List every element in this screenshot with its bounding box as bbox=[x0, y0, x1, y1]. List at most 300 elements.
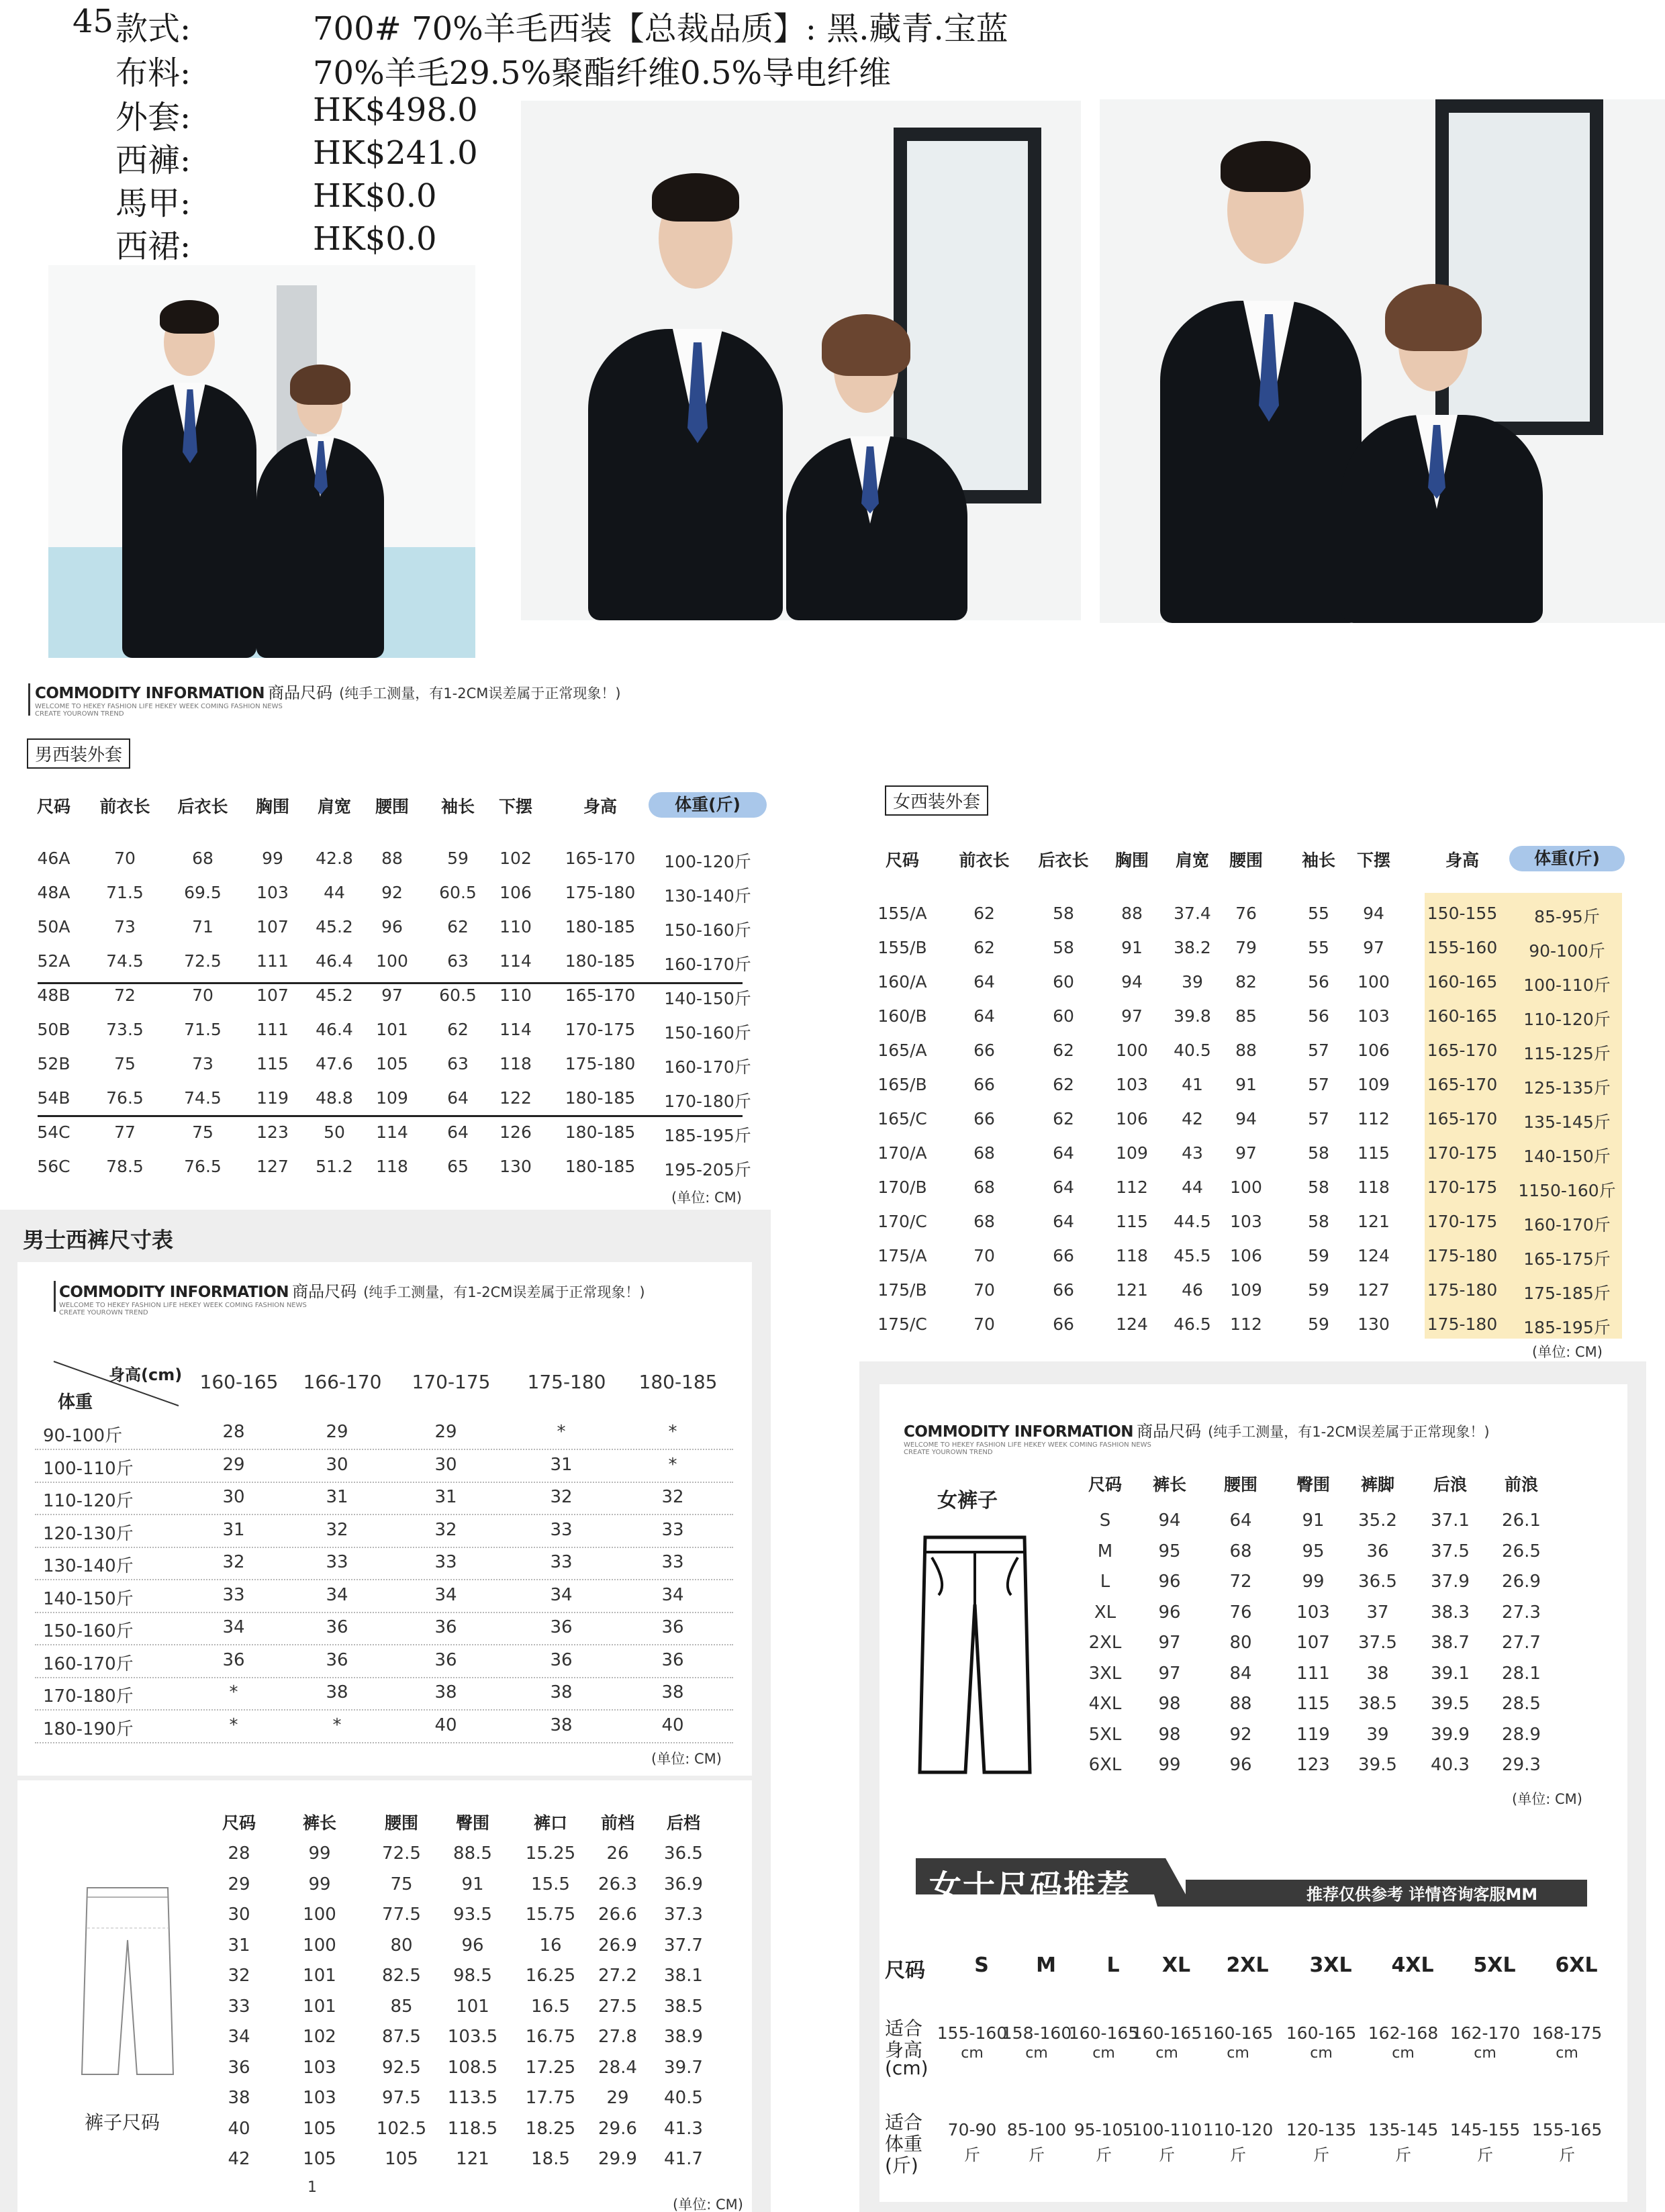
table-cell: 60 bbox=[1053, 972, 1074, 992]
table-cell: 29 bbox=[434, 1422, 457, 1442]
table-cell: 112 bbox=[1116, 1177, 1148, 1197]
table-cell: 165-170 bbox=[565, 985, 636, 1005]
table-cell: 165-170 bbox=[1427, 1041, 1498, 1060]
table-cell: 87.5 bbox=[382, 2027, 421, 2047]
men-pants-title: 男士西裤尺寸表 bbox=[23, 1227, 174, 1253]
commodity-note: (纯手工测量，有1-2CM误差属于正常现象！) bbox=[339, 685, 621, 702]
table-cell: 70 bbox=[114, 849, 136, 868]
column-header: 尺码 bbox=[1088, 1475, 1122, 1494]
height-value: 160-165 bbox=[1131, 2023, 1202, 2043]
table-cell: 82.5 bbox=[382, 1966, 421, 1986]
table-cell: 100-120斤 bbox=[664, 852, 751, 871]
commodity-en: COMMODITY INFORMATION bbox=[59, 1284, 289, 1301]
row-header-weight: 150-160斤 bbox=[43, 1621, 134, 1641]
table-cell: 29 bbox=[222, 1454, 245, 1475]
footnote: 1 bbox=[307, 2179, 317, 2196]
table-cell: 58 bbox=[1053, 938, 1074, 957]
table-cell: 121 bbox=[456, 2149, 489, 2169]
table-cell: 68 bbox=[973, 1177, 995, 1197]
weight-unit: 斤 bbox=[1477, 2146, 1493, 2164]
table-cell: 32 bbox=[326, 1519, 348, 1540]
table-cell: 103 bbox=[303, 2088, 336, 2108]
table-cell: 82 bbox=[1235, 972, 1257, 992]
height-value: 168-175 bbox=[1531, 2023, 1603, 2043]
height-unit: cm bbox=[1092, 2045, 1115, 2062]
table-cell: 109 bbox=[376, 1088, 408, 1108]
header-key: 外套: bbox=[115, 99, 191, 136]
table-cell: 99 bbox=[1302, 1572, 1325, 1592]
size-label: L bbox=[1106, 1954, 1120, 1977]
header-value: HK$0.0 bbox=[313, 220, 437, 258]
table-cell: 140-150斤 bbox=[664, 989, 751, 1008]
table-cell: 41.7 bbox=[664, 2149, 703, 2169]
table-cell: 60 bbox=[1053, 1006, 1074, 1026]
table-cell: XL bbox=[1094, 1602, 1116, 1623]
table-cell: 64 bbox=[1229, 1510, 1252, 1531]
table-cell: 94 bbox=[1121, 972, 1143, 992]
height-unit: cm bbox=[1556, 2045, 1578, 2062]
table-cell: 71 bbox=[192, 917, 213, 936]
unit-note: (单位: CM) bbox=[1532, 1344, 1603, 1360]
table-cell: 96 bbox=[461, 1935, 484, 1956]
table-cell: 28 bbox=[222, 1422, 245, 1442]
table-cell: 66 bbox=[973, 1041, 995, 1060]
table-cell: 107 bbox=[256, 985, 289, 1005]
table-cell: 97 bbox=[381, 985, 403, 1005]
size-label: 3XL bbox=[1309, 1954, 1352, 1977]
commodity-note: (纯手工测量，有1-2CM误差属于正常现象！) bbox=[1208, 1424, 1490, 1440]
table-cell: 64 bbox=[1053, 1212, 1074, 1231]
table-cell: 41.3 bbox=[664, 2118, 703, 2139]
table-cell: 60.5 bbox=[439, 985, 477, 1005]
column-header: 裤长 bbox=[1152, 1475, 1186, 1494]
table-cell: 16 bbox=[539, 1935, 562, 1956]
table-cell: 100 bbox=[376, 951, 408, 971]
table-cell: 68 bbox=[192, 849, 213, 868]
table-cell: 180-185 bbox=[565, 1122, 636, 1142]
table-cell: 88.5 bbox=[453, 1843, 492, 1864]
table-cell: 99 bbox=[262, 849, 283, 868]
table-cell: 62 bbox=[1053, 1075, 1074, 1094]
weight-value: 95-105 bbox=[1074, 2120, 1134, 2139]
table-cell: 91 bbox=[461, 1874, 484, 1894]
header-value: HK$241.0 bbox=[313, 134, 478, 172]
table-cell: 36 bbox=[326, 1649, 348, 1670]
height-unit: cm bbox=[961, 2045, 984, 2062]
table-cell: 31 bbox=[222, 1519, 245, 1540]
commodity-en: COMMODITY INFORMATION bbox=[35, 685, 265, 702]
table-cell: 130 bbox=[500, 1157, 532, 1176]
table-cell: 95 bbox=[1302, 1541, 1325, 1561]
table-cell: 44 bbox=[324, 883, 345, 902]
table-cell: 111 bbox=[256, 951, 289, 971]
table-cell: 47.6 bbox=[316, 1054, 353, 1073]
women-jacket-label: 女西装外套 bbox=[885, 785, 988, 816]
table-cell: 123 bbox=[1296, 1755, 1330, 1775]
table-cell: 99 bbox=[308, 1874, 331, 1894]
table-cell: 100 bbox=[1116, 1041, 1148, 1060]
column-header: 肩宽 bbox=[317, 797, 351, 816]
table-cell: 32 bbox=[550, 1487, 573, 1507]
weight-value: 110-120 bbox=[1202, 2120, 1274, 2139]
product-number: 45 bbox=[73, 3, 114, 40]
table-cell: 115 bbox=[1296, 1694, 1330, 1714]
table-cell: 29.9 bbox=[598, 2149, 637, 2169]
table-cell: 75 bbox=[192, 1122, 213, 1142]
table-cell: 45.5 bbox=[1174, 1246, 1211, 1265]
table-cell: 3XL bbox=[1088, 1663, 1122, 1684]
table-cell: 118.5 bbox=[447, 2118, 498, 2139]
table-cell: 111 bbox=[256, 1020, 289, 1039]
table-cell: 72 bbox=[114, 985, 136, 1005]
table-cell: 34 bbox=[550, 1584, 573, 1605]
weight-unit: 斤 bbox=[1559, 2146, 1575, 2164]
table-cell: 45.2 bbox=[316, 917, 353, 936]
column-header: 裤脚 bbox=[1360, 1475, 1394, 1494]
table-cell: 34 bbox=[326, 1584, 348, 1605]
table-cell: 122 bbox=[500, 1088, 532, 1108]
table-cell: 102 bbox=[500, 849, 532, 868]
table-cell: * bbox=[557, 1422, 566, 1442]
table-cell: 64 bbox=[973, 1006, 995, 1026]
table-cell: 56 bbox=[1308, 1006, 1329, 1026]
table-cell: 130-140斤 bbox=[664, 886, 751, 906]
table-cell: 70 bbox=[192, 985, 213, 1005]
size-label: 6XL bbox=[1555, 1954, 1598, 1977]
table-cell: 57 bbox=[1308, 1041, 1329, 1060]
table-cell: 70 bbox=[973, 1246, 995, 1265]
table-cell: 91 bbox=[1121, 938, 1143, 957]
table-cell: 96 bbox=[1229, 1755, 1252, 1775]
table-cell: 97 bbox=[1235, 1143, 1257, 1163]
corner-bottom-label: 体重 bbox=[58, 1392, 93, 1412]
table-cell: 127 bbox=[256, 1157, 289, 1176]
column-header: 尺码 bbox=[222, 1813, 256, 1833]
table-cell: 98 bbox=[1158, 1724, 1181, 1745]
table-cell: 37.9 bbox=[1431, 1572, 1470, 1592]
column-header: 腰围 bbox=[1223, 1475, 1257, 1494]
table-cell: 1150-160斤 bbox=[1518, 1181, 1616, 1200]
table-cell: 185-195斤 bbox=[1523, 1318, 1611, 1337]
table-cell: 107 bbox=[1296, 1633, 1330, 1653]
table-cell: 6XL bbox=[1088, 1755, 1122, 1775]
table-cell: 100-110斤 bbox=[1523, 975, 1611, 995]
table-cell: 84 bbox=[1229, 1663, 1252, 1684]
size-label: S bbox=[974, 1954, 989, 1977]
table-cell: 34 bbox=[434, 1584, 457, 1605]
table-cell: 44 bbox=[1182, 1177, 1203, 1197]
table-cell: 32 bbox=[661, 1487, 684, 1507]
table-cell: 38 bbox=[434, 1682, 457, 1702]
commodity-cn: 商品尺码 bbox=[268, 683, 333, 702]
table-cell: 170/B bbox=[877, 1177, 927, 1197]
table-cell: 108.5 bbox=[447, 2057, 498, 2078]
table-cell: 30 bbox=[228, 1905, 250, 1925]
table-cell: 26 bbox=[606, 1843, 629, 1864]
table-cell: 121 bbox=[1116, 1280, 1148, 1300]
table-cell: 76.5 bbox=[106, 1088, 144, 1108]
table-cell: 33 bbox=[434, 1552, 457, 1572]
table-cell: 75 bbox=[390, 1874, 413, 1894]
column-header: 后衣长 bbox=[177, 797, 228, 816]
table-cell: 180-185 bbox=[565, 1157, 636, 1176]
table-cell: 36.9 bbox=[664, 1874, 703, 1894]
table-cell: 27.5 bbox=[598, 1996, 637, 2017]
table-cell: 106 bbox=[1230, 1246, 1262, 1265]
table-cell: 46.4 bbox=[316, 1020, 353, 1039]
table-cell: 63 bbox=[447, 951, 469, 971]
table-cell: 66 bbox=[1053, 1314, 1074, 1334]
table-cell: 118 bbox=[1116, 1246, 1148, 1265]
table-cell: 29 bbox=[606, 2088, 629, 2108]
column-header: 后档 bbox=[666, 1813, 700, 1833]
table-cell: 72.5 bbox=[184, 951, 222, 971]
table-cell: 62 bbox=[447, 917, 469, 936]
men-jacket-label: 男西装外套 bbox=[27, 738, 130, 769]
weight-unit: 斤 bbox=[964, 2146, 980, 2164]
table-cell: 31 bbox=[550, 1454, 573, 1475]
table-cell: 40 bbox=[434, 1715, 457, 1735]
column-header: 后浪 bbox=[1433, 1475, 1467, 1494]
table-cell: 33 bbox=[550, 1552, 573, 1572]
header-key: 款式: bbox=[115, 10, 191, 48]
table-cell: 58 bbox=[1053, 904, 1074, 923]
table-cell: 109 bbox=[1358, 1075, 1390, 1094]
header-value: HK$0.0 bbox=[313, 177, 437, 215]
weight-unit: 斤 bbox=[1096, 2146, 1112, 2164]
table-cell: 57 bbox=[1308, 1109, 1329, 1128]
table-cell: 39 bbox=[1366, 1724, 1389, 1745]
column-header: 前衣长 bbox=[959, 851, 1010, 870]
column-header-weight: 体重(斤) bbox=[649, 792, 767, 818]
table-cell: 58 bbox=[1308, 1212, 1329, 1231]
table-cell: 52A bbox=[37, 951, 70, 971]
women-pants-label: 女裤子 bbox=[937, 1489, 998, 1512]
height-unit: cm bbox=[1310, 2045, 1333, 2062]
table-cell: 170-175 bbox=[1427, 1212, 1498, 1231]
table-cell: 31 bbox=[326, 1487, 348, 1507]
table-cell: 29.6 bbox=[598, 2118, 637, 2139]
table-cell: 80 bbox=[390, 1935, 413, 1956]
table-cell: 62 bbox=[447, 1020, 469, 1039]
table-cell: 76 bbox=[1229, 1602, 1252, 1623]
table-cell: 17.25 bbox=[525, 2057, 576, 2078]
table-cell: 97 bbox=[1363, 938, 1384, 957]
row-header-weight: 160-170斤 bbox=[43, 1653, 134, 1674]
table-cell: 103 bbox=[303, 2057, 336, 2078]
commodity-sub1: WELCOME TO HEKEY FASHION LIFE HEKEY WEEK COMING FASHION NEWS bbox=[59, 1302, 307, 1309]
column-header-height: 175-180 bbox=[527, 1371, 606, 1393]
table-cell: 170/A bbox=[877, 1143, 927, 1163]
table-cell: 165-170 bbox=[1427, 1109, 1498, 1128]
table-cell: 50 bbox=[324, 1122, 345, 1142]
column-header-height: 160-165 bbox=[199, 1371, 279, 1393]
table-cell: 28.5 bbox=[1502, 1694, 1541, 1714]
table-cell: 165-170 bbox=[1427, 1075, 1498, 1094]
table-cell: * bbox=[668, 1454, 677, 1475]
height-unit: cm bbox=[1025, 2045, 1048, 2062]
table-cell: 37.4 bbox=[1174, 904, 1211, 923]
table-cell: 37 bbox=[1366, 1602, 1389, 1623]
table-cell: 36 bbox=[434, 1649, 457, 1670]
weight-value: 120-135 bbox=[1286, 2120, 1357, 2139]
table-cell: 150-155 bbox=[1427, 904, 1498, 923]
table-cell: 54B bbox=[37, 1088, 70, 1108]
table-cell: 15.25 bbox=[525, 1843, 576, 1864]
table-cell: 42 bbox=[1182, 1109, 1203, 1128]
table-cell: 63 bbox=[447, 1054, 469, 1073]
table-cell: 170-180斤 bbox=[664, 1092, 751, 1111]
table-cell: 109 bbox=[1230, 1280, 1262, 1300]
table-cell: S bbox=[1099, 1510, 1111, 1531]
header-value: 700# 70%羊毛西装【总裁品质】: 黑.藏青.宝蓝 bbox=[313, 10, 1008, 48]
table-cell: 37.5 bbox=[1431, 1541, 1470, 1561]
column-header: 腰围 bbox=[375, 797, 409, 816]
table-cell: 33 bbox=[550, 1519, 573, 1540]
table-cell: 59 bbox=[1308, 1280, 1329, 1300]
table-cell: 100 bbox=[303, 1905, 336, 1925]
table-cell: 101 bbox=[303, 1966, 336, 1986]
column-header: 前浪 bbox=[1504, 1475, 1538, 1494]
height-unit: cm bbox=[1227, 2045, 1249, 2062]
commodity-cn: 商品尺码 bbox=[1137, 1422, 1202, 1441]
table-cell: 46 bbox=[1182, 1280, 1203, 1300]
table-cell: 26.9 bbox=[1502, 1572, 1541, 1592]
table-cell: 46.4 bbox=[316, 951, 353, 971]
table-cell: 103 bbox=[1358, 1006, 1390, 1026]
column-header: 身高 bbox=[1445, 851, 1479, 870]
table-cell: 58 bbox=[1308, 1177, 1329, 1197]
table-cell: 160-165 bbox=[1427, 972, 1498, 992]
table-cell: 66 bbox=[973, 1109, 995, 1128]
table-cell: 115-125斤 bbox=[1523, 1044, 1611, 1063]
table-cell: 175-180 bbox=[565, 883, 636, 902]
table-cell: 43 bbox=[1182, 1143, 1203, 1163]
column-header: 臀围 bbox=[455, 1813, 489, 1833]
table-cell: 38.5 bbox=[664, 1996, 703, 2017]
table-cell: 88 bbox=[1235, 1041, 1257, 1060]
table-cell: 79 bbox=[1235, 938, 1257, 957]
table-cell: 27.8 bbox=[598, 2027, 637, 2047]
table-cell: 29.3 bbox=[1502, 1755, 1541, 1775]
table-cell: 98.5 bbox=[453, 1966, 492, 1986]
table-cell: 175-180 bbox=[1427, 1280, 1498, 1300]
table-cell: 32 bbox=[228, 1966, 250, 1986]
table-cell: 26.1 bbox=[1502, 1510, 1541, 1531]
table-cell: 155-160 bbox=[1427, 938, 1498, 957]
table-cell: 70 bbox=[973, 1280, 995, 1300]
weight-unit: 斤 bbox=[1313, 2146, 1329, 2164]
column-header: 身高 bbox=[583, 797, 617, 816]
table-cell: 36 bbox=[222, 1649, 245, 1670]
table-cell: 42 bbox=[228, 2149, 250, 2169]
table-cell: 96 bbox=[381, 917, 403, 936]
table-cell: 64 bbox=[447, 1088, 469, 1108]
women-recommend-subtitle: 推荐仅供参考 详情咨询客服MM bbox=[1306, 1885, 1538, 1904]
column-header-height: 170-175 bbox=[412, 1371, 491, 1393]
table-cell: 66 bbox=[1053, 1246, 1074, 1265]
table-cell: 93.5 bbox=[453, 1905, 492, 1925]
table-cell: * bbox=[668, 1422, 677, 1442]
table-cell: 170-175 bbox=[565, 1020, 636, 1039]
height-value: 158-160 bbox=[1001, 2023, 1072, 2043]
table-cell: 170/C bbox=[877, 1212, 927, 1231]
table-cell: 38.2 bbox=[1174, 938, 1211, 957]
commodity-note: (纯手工测量，有1-2CM误差属于正常现象！) bbox=[363, 1284, 645, 1300]
table-cell: 92 bbox=[1229, 1724, 1252, 1745]
table-cell: 38 bbox=[550, 1715, 573, 1735]
table-cell: 33 bbox=[222, 1584, 245, 1605]
table-cell: 50A bbox=[37, 917, 70, 936]
table-cell: 35.2 bbox=[1358, 1510, 1397, 1531]
table-cell: 165-175斤 bbox=[1523, 1249, 1611, 1269]
table-cell: 165/A bbox=[877, 1041, 927, 1060]
table-cell: 18.25 bbox=[525, 2118, 576, 2139]
table-cell: 38.1 bbox=[664, 1966, 703, 1986]
column-header-height: 166-170 bbox=[303, 1371, 382, 1393]
table-cell: 50B bbox=[37, 1020, 70, 1039]
table-cell: 38.7 bbox=[1431, 1633, 1470, 1653]
table-cell: 160/A bbox=[877, 972, 927, 992]
men-pants-caption: 裤子尺码 bbox=[85, 2111, 160, 2133]
column-header: 尺码 bbox=[36, 797, 70, 816]
table-cell: 88 bbox=[381, 849, 403, 868]
table-cell: 59 bbox=[1308, 1314, 1329, 1334]
table-cell: 73 bbox=[114, 917, 136, 936]
table-cell: 111 bbox=[1296, 1663, 1330, 1684]
header-value: HK$498.0 bbox=[313, 91, 478, 129]
table-cell: 39.8 bbox=[1174, 1006, 1211, 1026]
row-header-weight: 180-190斤 bbox=[43, 1719, 134, 1739]
table-cell: 28.1 bbox=[1502, 1663, 1541, 1684]
table-cell: 101 bbox=[303, 1996, 336, 2017]
weight-value: 155-165 bbox=[1531, 2120, 1603, 2139]
table-cell: 160-165 bbox=[1427, 1006, 1498, 1026]
table-cell: 118 bbox=[1358, 1177, 1390, 1197]
table-cell: 37.3 bbox=[664, 1905, 703, 1925]
table-cell: 39.1 bbox=[1431, 1663, 1470, 1684]
table-cell: 92 bbox=[381, 883, 403, 902]
table-cell: 88 bbox=[1229, 1694, 1252, 1714]
table-cell: 105 bbox=[303, 2149, 336, 2169]
height-unit: cm bbox=[1474, 2045, 1496, 2062]
table-cell: 80 bbox=[1229, 1633, 1252, 1653]
table-cell: 99 bbox=[1158, 1755, 1181, 1775]
table-cell: 165-170 bbox=[565, 849, 636, 868]
column-header: 裤长 bbox=[302, 1813, 336, 1833]
table-cell: 28.4 bbox=[598, 2057, 637, 2078]
table-cell: 36.5 bbox=[664, 1843, 703, 1864]
table-cell: 140-150斤 bbox=[1523, 1147, 1611, 1166]
table-cell: 73 bbox=[192, 1054, 213, 1073]
table-cell: 68 bbox=[973, 1212, 995, 1231]
table-cell: 16.75 bbox=[525, 2027, 576, 2047]
table-cell: 41 bbox=[1182, 1075, 1203, 1094]
column-header: 前档 bbox=[600, 1813, 634, 1833]
table-cell: 185-195斤 bbox=[664, 1126, 751, 1145]
table-cell: 28.9 bbox=[1502, 1724, 1541, 1745]
table-cell: 94 bbox=[1158, 1510, 1181, 1531]
table-cell: 38 bbox=[1366, 1663, 1389, 1684]
table-cell: 107 bbox=[256, 917, 289, 936]
table-cell: 38 bbox=[661, 1682, 684, 1702]
table-cell: 121 bbox=[1358, 1212, 1390, 1231]
table-cell: 5XL bbox=[1088, 1724, 1122, 1745]
table-cell: 119 bbox=[256, 1088, 289, 1108]
table-cell: 77.5 bbox=[382, 1905, 421, 1925]
column-header: 腰围 bbox=[1229, 851, 1263, 870]
table-cell: 26.3 bbox=[598, 1874, 637, 1894]
